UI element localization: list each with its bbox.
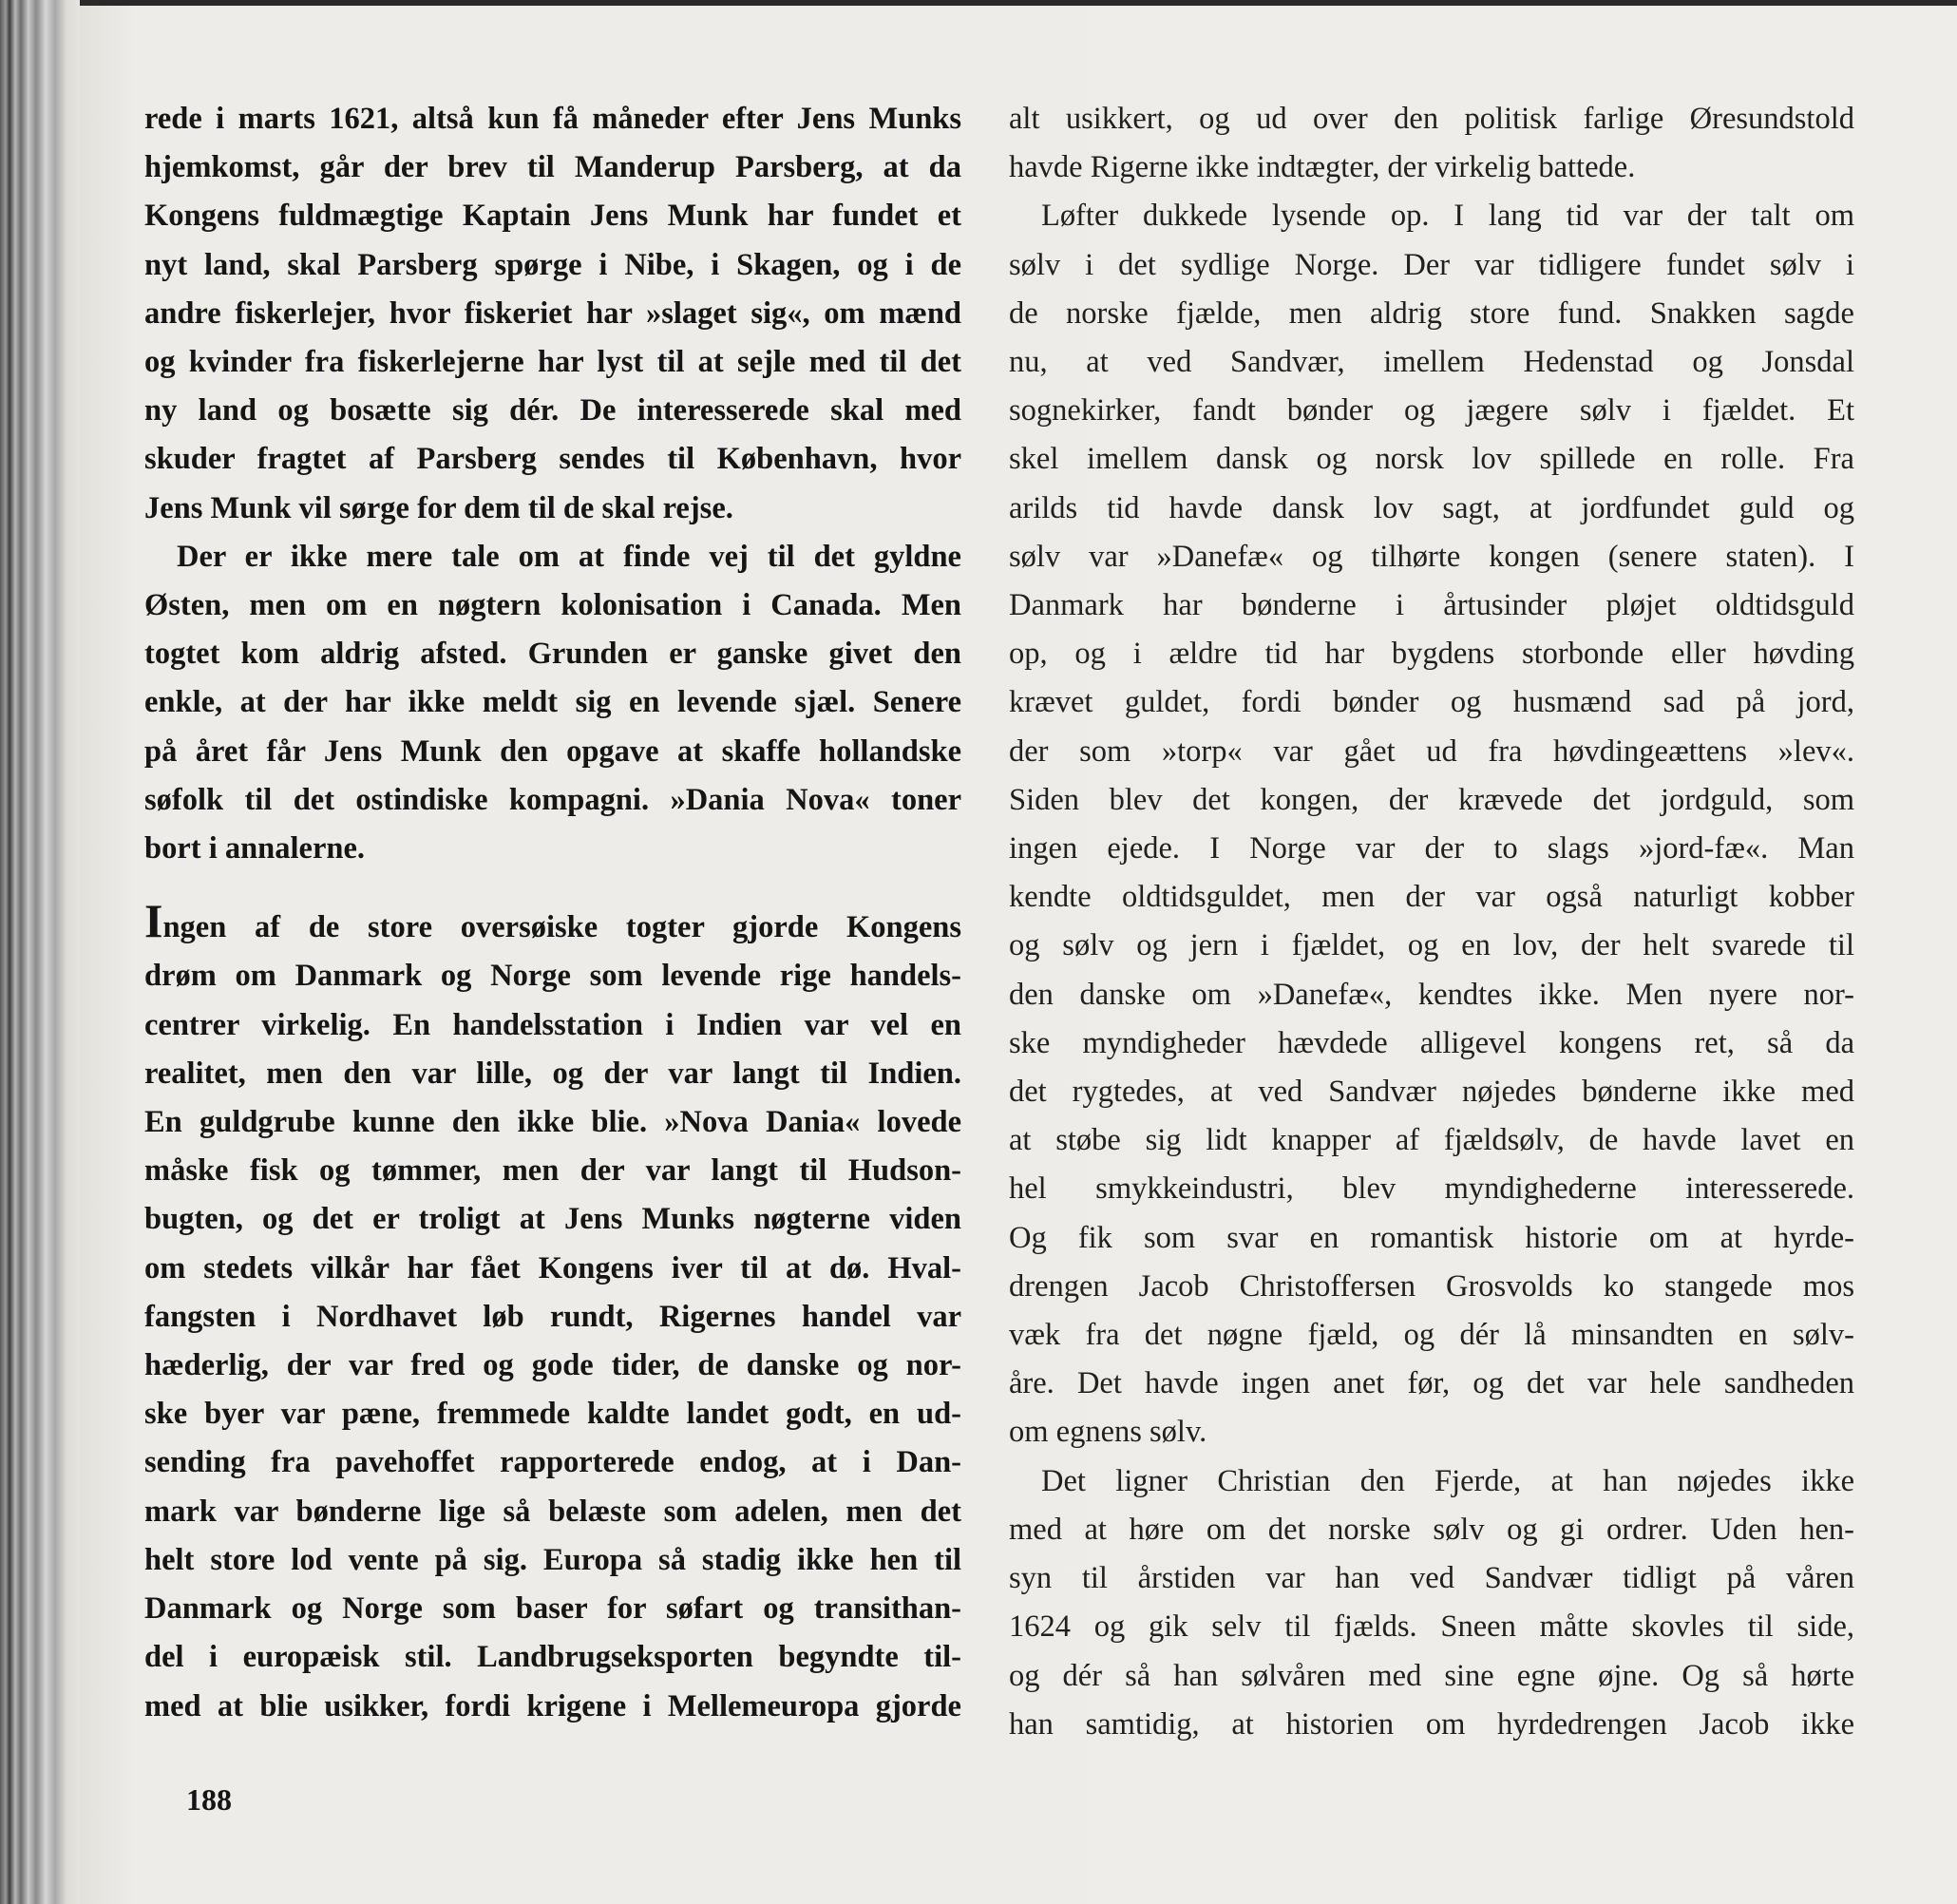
text-line	[144, 387, 961, 435]
text-line	[144, 192, 961, 240]
text-line-content: Løfter dukkede lysende op. I lang tid var der talt om	[1041, 199, 1854, 234]
text-line-content: En guldgrube kunne den ikke blie. »Nova Dania« lovede	[144, 1105, 961, 1140]
text-line-content: hel smykkeindustri, blev myndighederne interesserede.	[1009, 1171, 1854, 1207]
text-line	[1009, 728, 1854, 776]
text-line	[144, 894, 961, 952]
text-line-content: de norske fjælde, men aldrig store fund. Snakken sagde	[1009, 295, 1854, 331]
text-line-content: Jens Munk vil sørge for dem til de skal rejse.	[144, 490, 733, 525]
text-line	[144, 435, 961, 484]
text-line-content: sølv var »Danefæ« og tilhørte kongen (senere staten). I	[1009, 539, 1854, 574]
text-line-content: nu, at ved Sandvær, imellem Hedenstad og Jonsdal	[1009, 345, 1854, 380]
text-line-content: helt store lod vente på sig. Europa så stadig ikke hen til	[144, 1542, 961, 1577]
text-line-content: rede i marts 1621, altså kun få måneder efter Jens Munks	[144, 102, 961, 136]
text-line	[144, 1293, 961, 1342]
text-line-content: bugten, og det er troligt at Jens Munks nøgterne viden	[144, 1202, 961, 1237]
text-line	[1009, 1165, 1854, 1213]
text-line-content: Østen, men om en nøgtern kolonisation i Canada. Men	[144, 588, 961, 623]
text-line-content: ske byer var pæne, fremmede kaldte landet godt, en ud-	[144, 1397, 961, 1432]
text-line-content: Og fik som svar en romantisk historie om at hyrde-	[1009, 1220, 1854, 1255]
text-line	[144, 1390, 961, 1438]
text-line	[144, 1245, 961, 1293]
text-line-content: ingen ejede. I Norge var der to slags »jord-fæ«. Man	[1009, 831, 1854, 866]
text-line-content: realitet, men den var lille, og der var langt til Indien.	[144, 1056, 961, 1091]
text-line	[1009, 241, 1854, 290]
text-line	[144, 485, 961, 533]
text-line	[1009, 192, 1854, 240]
text-line	[1009, 95, 1854, 143]
text-line-content: søfolk til det ostindiske kompagni. »Dania Nova« toner	[144, 782, 961, 817]
text-line-content: alt usikkert, og ud over den politisk farlige Øresundstold	[1009, 102, 1854, 136]
text-line-content: og kvinder fra fiskerlejerne har lyst til at sejle med til det	[144, 345, 961, 380]
text-line-content: åre. Det havde ingen anet før, og det var hele sandheden	[1009, 1366, 1854, 1401]
text-line-content: med at blie usikker, fordi krigene i Mellemeuropa gjorde	[144, 1688, 961, 1723]
book-binding-edge	[0, 0, 80, 1904]
text-line	[1009, 143, 1854, 192]
text-line-content: måske fisk og tømmer, men der var langt til Hudson-	[144, 1153, 961, 1189]
text-line	[144, 533, 961, 581]
text-line	[144, 581, 961, 630]
paragraph-gap	[144, 873, 961, 902]
text-line-content: han samtidig, at historien om hyrdedrengen Jacob ikke	[1009, 1706, 1854, 1742]
text-line-content: Siden blev det kongen, der krævede det jordguld, som	[1009, 782, 1854, 817]
text-line-content: mark var bønderne lige så belæste som adelen, men det	[144, 1494, 961, 1529]
text-line	[1009, 825, 1854, 873]
text-line	[1009, 678, 1854, 727]
text-line	[144, 1001, 961, 1050]
text-line	[1009, 1603, 1854, 1651]
text-line-content: nyt land, skal Parsberg spørge i Nibe, i Skagen, og i de	[144, 247, 961, 282]
text-line-content: Danmark og Norge som baser for søfart og transithan-	[144, 1591, 961, 1627]
text-line-content: ngen af de store oversøiske togter gjorde Kongens	[162, 910, 961, 945]
text-line	[144, 1683, 961, 1731]
text-line-content: Kongens fuldmægtige Kaptain Jens Munk har fundet et	[144, 199, 961, 234]
text-line	[1009, 1506, 1854, 1554]
text-line-content: ske myndigheder hævdede alligevel kongens ret, så da	[1009, 1025, 1854, 1060]
text-line	[144, 728, 961, 776]
text-line	[144, 1195, 961, 1244]
text-line	[1009, 1360, 1854, 1408]
text-line-content: sending fra pavehoffet rapporterede endog, at i Dan-	[144, 1445, 961, 1480]
text-line	[144, 1050, 961, 1098]
page-number: 188	[186, 1782, 232, 1817]
text-line-content: at støbe sig lidt knapper af fjældsølv, de havde lavet en	[1009, 1123, 1854, 1158]
text-line-content: Det ligner Christian den Fjerde, at han nøjedes ikke	[1041, 1463, 1854, 1498]
text-line-content: fangsten i Nordhavet løb rundt, Rigernes handel var	[144, 1299, 961, 1334]
text-line-content: op, og i ældre tid har bygdens storbonde eller høvding	[1009, 637, 1854, 672]
text-line-content: sølv i det sydlige Norge. Der var tidligere fundet sølv i	[1009, 247, 1854, 282]
text-line	[1009, 1263, 1854, 1311]
text-line	[144, 952, 961, 1000]
text-line-content: med at høre om det norske sølv og gi ordrer. Uden hen-	[1009, 1512, 1854, 1547]
drop-cap: I	[144, 894, 163, 948]
text-line-content: ny land og bosætte sig dér. De interesserede skal med	[144, 393, 961, 428]
text-line	[144, 290, 961, 338]
text-line	[144, 1536, 961, 1585]
text-line-content: havde Rigerne ikke indtægter, der virkelig battede.	[1009, 150, 1636, 185]
text-line-content: kendte oldtidsguldet, men der var også naturligt kobber	[1009, 880, 1854, 915]
text-line	[1009, 290, 1854, 338]
text-line	[144, 241, 961, 290]
text-line	[1009, 1408, 1854, 1457]
text-line	[144, 825, 961, 873]
text-line	[144, 338, 961, 387]
text-line-content: om egnens sølv.	[1009, 1415, 1207, 1450]
text-line	[1009, 581, 1854, 630]
text-line	[1009, 533, 1854, 581]
text-line	[1009, 1652, 1854, 1701]
text-line	[1009, 338, 1854, 387]
text-line	[1009, 1068, 1854, 1116]
text-line-content: del i europæisk stil. Landbrugseksporten begyndte til-	[144, 1640, 961, 1675]
text-line	[144, 95, 961, 143]
text-line-content: og dér så han sølvåren med sine egne øjne. Og så hørte	[1009, 1658, 1854, 1693]
text-line	[1009, 1214, 1854, 1263]
text-line	[144, 1488, 961, 1536]
text-line-content: centrer virkelig. En handelsstation i Indien var vel en	[144, 1007, 961, 1042]
text-line-content: drøm om Danmark og Norge som levende rige handels-	[144, 959, 961, 994]
text-line	[1009, 1554, 1854, 1603]
book-page	[80, 6, 1957, 1904]
text-line-content: der som »torp« var gået ud fra høvdingeættens »lev«.	[1009, 733, 1854, 769]
text-line-content: hæderlig, der var fred og gode tider, de danske og nor-	[144, 1348, 961, 1383]
text-line	[1009, 630, 1854, 678]
text-line-content: sognekirker, fandt bønder og jægere sølv i fjældet. Et	[1009, 393, 1854, 428]
text-line	[1009, 971, 1854, 1019]
text-line	[1009, 1019, 1854, 1068]
text-line	[144, 1633, 961, 1682]
text-line	[144, 143, 961, 192]
text-line	[1009, 1701, 1854, 1749]
text-line-content: syn til årstiden var han ved Sandvær tidligt på våren	[1009, 1561, 1854, 1596]
text-line-content: enkle, at der har ikke meldt sig en levende sjæl. Senere	[144, 685, 961, 720]
text-line-content: andre fiskerlejer, hvor fiskeriet har »slaget sig«, om mænd	[144, 295, 961, 331]
text-line	[1009, 776, 1854, 825]
text-line-content: om stedets vilkår har fået Kongens iver til at dø. Hval-	[144, 1250, 961, 1285]
text-line-content: togtet kom aldrig afsted. Grunden er ganske givet den	[144, 637, 961, 672]
text-line	[1009, 485, 1854, 533]
text-line	[144, 1147, 961, 1195]
text-line	[1009, 1116, 1854, 1165]
left-text-column	[144, 95, 961, 1731]
text-line-content: Danmark har bønderne i årtusinder pløjet oldtidsguld	[1009, 588, 1854, 623]
text-line-content: væk fra det nøgne fjæld, og dér lå minsandten en sølv-	[1009, 1318, 1854, 1353]
text-line-content: og sølv og jern i fjældet, og en lov, der helt svarede til	[1009, 928, 1854, 963]
text-line-content: det rygtedes, at ved Sandvær nøjedes bønderne ikke med	[1009, 1075, 1854, 1110]
text-line	[1009, 387, 1854, 435]
text-line	[1009, 922, 1854, 970]
text-line-content: skuder fragtet af Parsberg sendes til København, hvor	[144, 442, 961, 477]
text-line	[1009, 1311, 1854, 1360]
text-line-content: skel imellem dansk og norsk lov spillede en rolle. Fra	[1009, 442, 1854, 477]
text-line-content: Der er ikke mere tale om at finde vej til det gyldne	[177, 539, 961, 574]
text-line	[1009, 435, 1854, 484]
text-line-content: arilds tid havde dansk lov sagt, at jordfundet guld og	[1009, 490, 1854, 525]
text-line	[144, 630, 961, 678]
text-line-content: hjemkomst, går der brev til Manderup Parsberg, at da	[144, 150, 961, 185]
text-line-content: på året får Jens Munk den opgave at skaffe hollandske	[144, 733, 961, 769]
text-line	[1009, 1457, 1854, 1506]
text-line-content: drengen Jacob Christoffersen Grosvolds ko stangede mos	[1009, 1268, 1854, 1304]
text-line	[1009, 873, 1854, 922]
text-line-content: den danske om »Danefæ«, kendtes ikke. Men nyere nor-	[1009, 977, 1854, 1012]
text-line-content: bort i annalerne.	[144, 831, 366, 866]
right-text-column	[1009, 95, 1854, 1749]
text-line	[144, 1098, 961, 1147]
text-line	[144, 1342, 961, 1390]
text-line	[144, 1585, 961, 1633]
text-line-content: 1624 og gik selv til fjælds. Sneen måtte skovles til side,	[1009, 1609, 1854, 1645]
text-line-content: krævet guldet, fordi bønder og husmænd sad på jord,	[1009, 685, 1854, 720]
text-line	[144, 1438, 961, 1487]
text-line	[144, 776, 961, 825]
text-line	[144, 678, 961, 727]
